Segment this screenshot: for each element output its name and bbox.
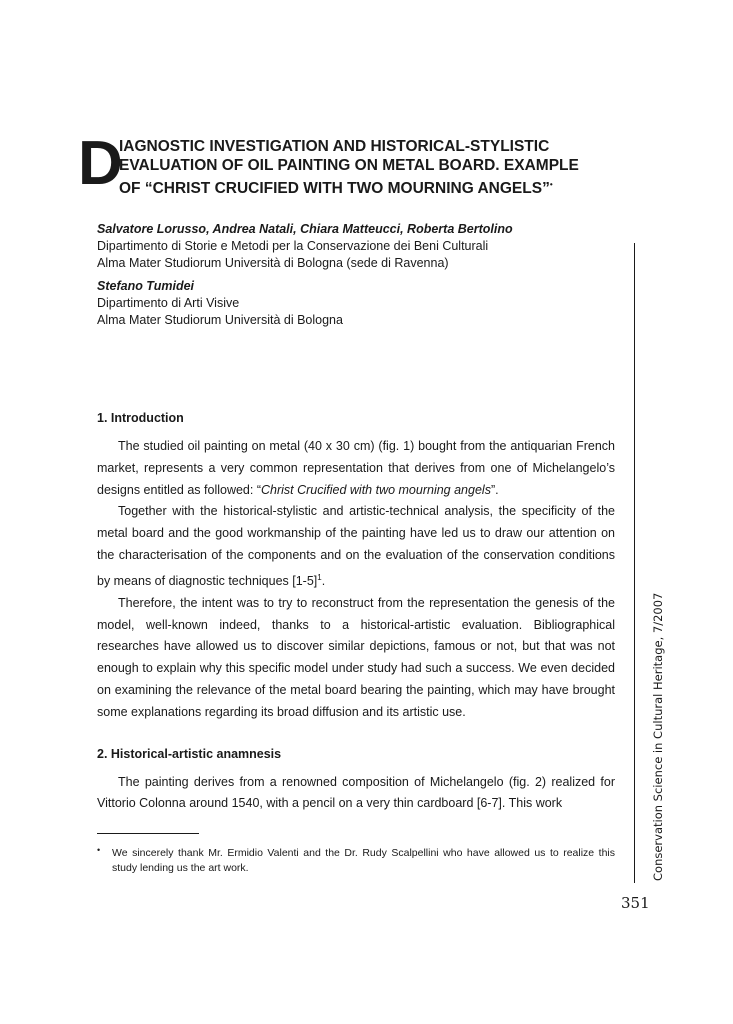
title-drop-cap: D bbox=[78, 129, 123, 198]
intro-paragraph-2 bbox=[97, 501, 615, 592]
author-affiliation-2a: Dipartimento di Arti Visive bbox=[97, 296, 240, 310]
footnote bbox=[97, 846, 615, 876]
intro-p1-end: ”. bbox=[490, 482, 499, 497]
intro-p1-italic-title: Christ Crucified with two mourning angels bbox=[260, 482, 491, 497]
section-heading-introduction: 1. Introduction bbox=[97, 411, 184, 425]
author-affiliation-1a: Dipartimento di Storie e Metodi per la Conservazione dei Beni Culturali bbox=[97, 239, 489, 253]
intro-p2-end: . bbox=[321, 573, 326, 588]
intro-paragraph-3: Therefore, the intent was to try to reconstruct from the representation the genesis of the model, well-known indeed, thanks to a historical-artistic evaluation. Bibliographical researches have allowed us to discover similar depictions, famous or not, but that was not enough to explain why this specific model under study had such a success. We even decided on examining the relevance of the metal board bearing the painting, which may have brought some explanations regarding its broad diffusion and its artistic use. bbox=[97, 595, 615, 719]
author-names-2: Stefano Tumidei bbox=[97, 279, 195, 293]
footnote-text: We sincerely thank Mr. Ermidio Valenti and the Dr. Rudy Scalpellini who have allowed us to realize this study lending us the art work. bbox=[112, 847, 615, 874]
author-group-2 bbox=[97, 278, 617, 329]
section-heading-anamnesis: 2. Historical-artistic anamnesis bbox=[97, 746, 282, 761]
intro-paragraph-1 bbox=[97, 436, 615, 501]
page-number: 351 bbox=[621, 894, 650, 912]
anamnesis-paragraph-1: The painting derives from a renowned composition of Michelangelo (fig. 2) realized for Vittorio Colonna around 1540, with a pencil on a very thin cardboard [6-7]. This work bbox=[97, 774, 615, 811]
author-names-1: Salvatore Lorusso, Andrea Natali, Chiara Matteucci, Roberta Bertolino bbox=[97, 222, 513, 236]
journal-running-head: Conservation Science in Cultural Heritage, 7/2007 bbox=[651, 592, 665, 881]
intro-p2-footnote-ref: 1 bbox=[317, 572, 322, 582]
title-line-3-wrap bbox=[119, 175, 639, 198]
author-block bbox=[97, 221, 617, 329]
title-lines bbox=[119, 137, 639, 198]
title-line-3: OF “CHRIST CRUCIFIED WITH TWO MOURNING ANGELS” bbox=[119, 180, 550, 198]
article-body bbox=[97, 410, 615, 815]
author-affiliation-1b: Alma Mater Studiorum Università di Bologna (sede di Ravenna) bbox=[97, 256, 449, 270]
author-group-1 bbox=[97, 221, 617, 272]
footnote-rule bbox=[97, 833, 199, 834]
title-line-2: EVALUATION OF OIL PAINTING ON METAL BOARD. EXAMPLE bbox=[119, 157, 579, 174]
title-line-1: IAGNOSTIC INVESTIGATION AND HISTORICAL-STYLISTIC bbox=[119, 138, 550, 155]
footnote-bullet: • bbox=[97, 845, 101, 855]
title-footnote-mark: • bbox=[549, 180, 553, 189]
sidebar-divider bbox=[634, 243, 635, 883]
intro-p1-text: The studied oil painting on metal (40 x 30 cm) (fig. 1) bought from the antiquarian French market, represents a very common representation that derives from one of Michelangelo’s designs entitled as followed: “ bbox=[97, 439, 615, 497]
intro-p2-text: Together with the historical-stylistic and artistic-technical analysis, the specificity of the metal board and the good workmanship of the painting have led us to draw our attention on the characterisation of the components and on the evaluation of the conservation conditions by means of diagnostic techniques [1-5] bbox=[97, 504, 615, 588]
author-affiliation-2b: Alma Mater Studiorum Università di Bologna bbox=[97, 313, 343, 327]
